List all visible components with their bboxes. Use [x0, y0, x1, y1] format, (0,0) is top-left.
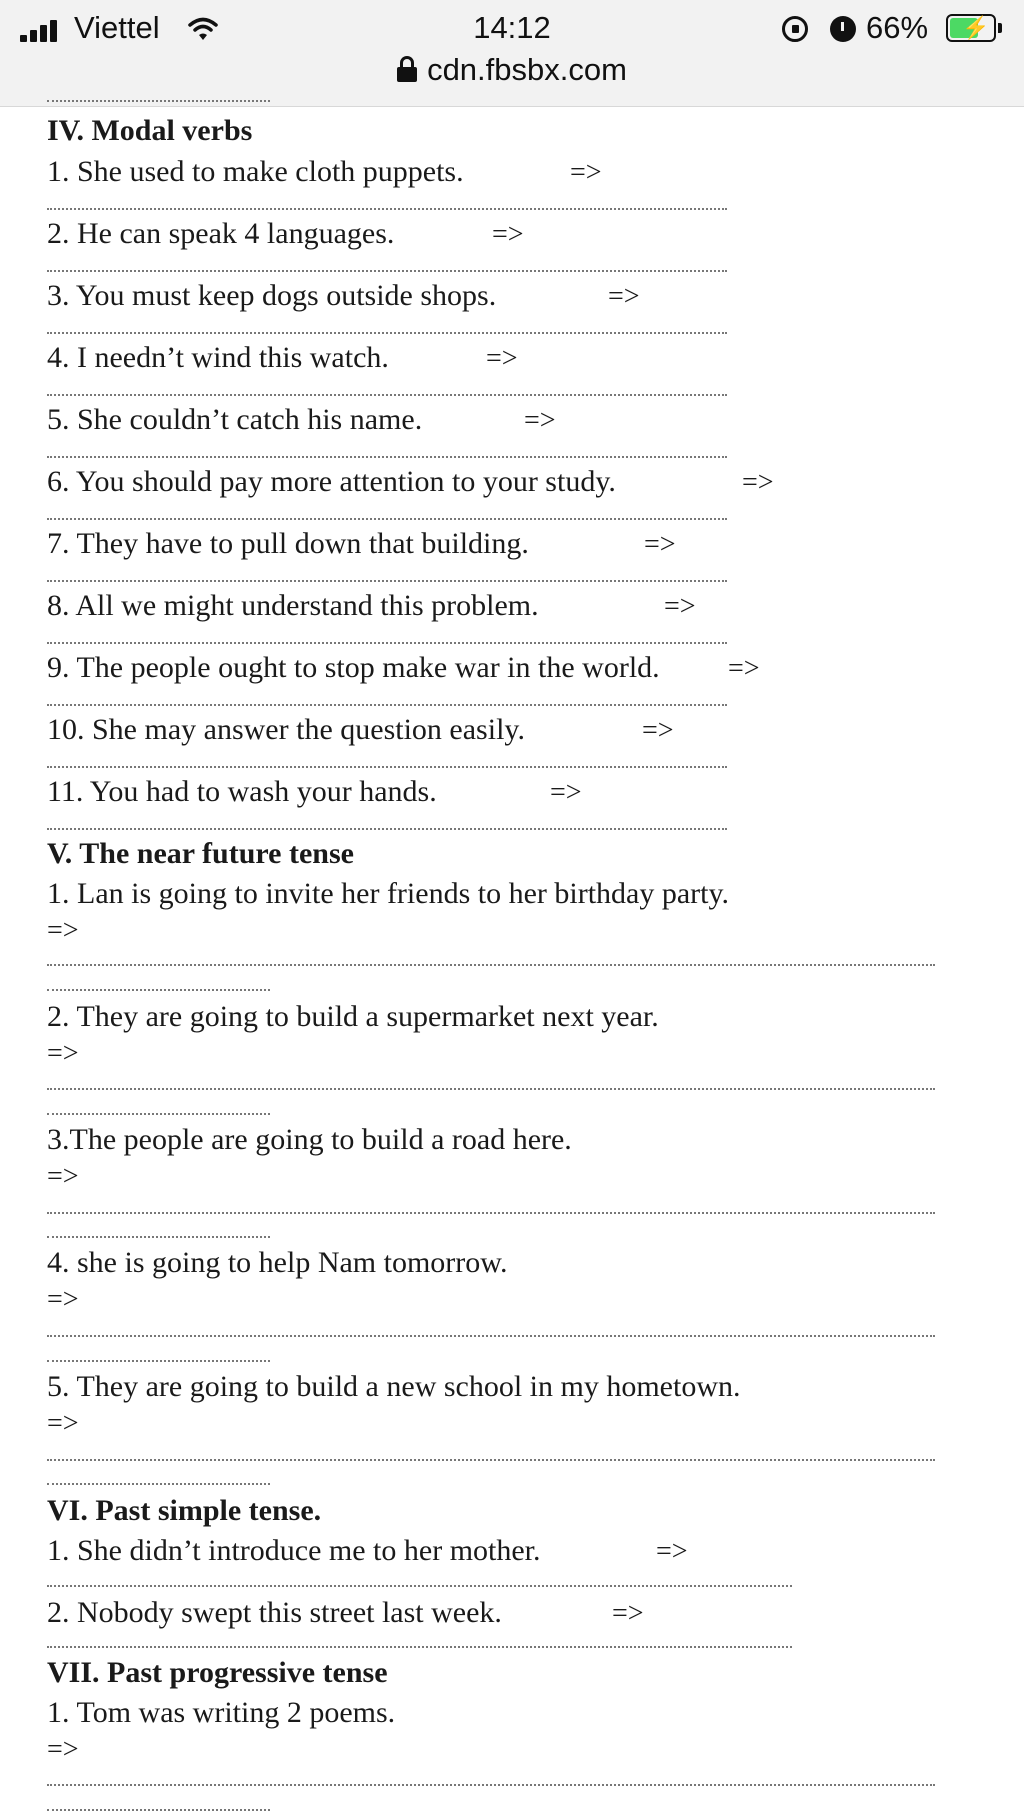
exercise-item: 1. Tom was writing 2 poems.: [47, 1696, 396, 1729]
answer-arrow: =>: [656, 1536, 688, 1567]
answer-line: [47, 1212, 935, 1214]
answer-line: [47, 1335, 935, 1337]
exercise-item: 7. They have to pull down that building.: [47, 527, 529, 560]
answer-arrow: =>: [47, 1038, 79, 1069]
section-heading: IV. Modal verbs: [47, 114, 253, 147]
answer-line: [47, 518, 727, 520]
answer-line: [47, 1360, 270, 1362]
answer-arrow: =>: [486, 343, 518, 374]
answer-arrow: =>: [664, 591, 696, 622]
address-bar[interactable]: [0, 52, 1024, 96]
answer-line: [47, 766, 727, 768]
answer-line: [47, 1483, 270, 1485]
clock: 14:12: [473, 10, 551, 45]
section-heading: VII. Past progressive tense: [47, 1656, 388, 1689]
dotted-line: [47, 100, 270, 102]
answer-line: [47, 704, 727, 706]
section-heading: V. The near future tense: [47, 837, 354, 870]
answer-arrow: =>: [742, 467, 774, 498]
answer-line: [47, 332, 727, 334]
exercise-item: 3.The people are going to build a road here.: [47, 1123, 572, 1156]
exercise-item: 9. The people ought to stop make war in the world.: [47, 651, 660, 684]
battery-tip: [998, 23, 1002, 33]
exercise-item: 1. Lan is going to invite her friends to her birthday party.: [47, 877, 730, 910]
answer-arrow: =>: [612, 1598, 644, 1629]
answer-line: [47, 1585, 792, 1587]
exercise-item: 5. She couldn’t catch his name.: [47, 403, 423, 436]
answer-arrow: =>: [642, 715, 674, 746]
answer-line: [47, 1113, 270, 1115]
exercise-item: 2. Nobody swept this street last week.: [47, 1596, 502, 1629]
padlock-icon: [397, 56, 417, 82]
answer-line: [47, 394, 727, 396]
answer-line: [47, 1236, 270, 1238]
answer-arrow: =>: [608, 281, 640, 312]
battery-icon: ⚡: [946, 14, 996, 42]
answer-line: [47, 989, 270, 991]
exercise-item: 1. She didn’t introduce me to her mother.: [47, 1534, 541, 1567]
answer-line: [47, 1646, 792, 1648]
answer-arrow: =>: [47, 1284, 79, 1315]
answer-line: [47, 208, 727, 210]
answer-arrow: =>: [728, 653, 760, 684]
answer-arrow: =>: [550, 777, 582, 808]
answer-arrow: =>: [524, 405, 556, 436]
answer-line: [47, 1459, 935, 1461]
exercise-item: 4. she is going to help Nam tomorrow.: [47, 1246, 508, 1279]
exercise-item: 6. You should pay more attention to your study.: [47, 465, 616, 498]
answer-line: [47, 828, 727, 830]
answer-line: [47, 1809, 270, 1811]
answer-line: [47, 580, 727, 582]
alarm-icon: [830, 16, 856, 42]
exercise-item: 3. You must keep dogs outside shops.: [47, 279, 497, 312]
answer-arrow: =>: [492, 219, 524, 250]
rotation-lock-icon: [782, 16, 808, 42]
answer-line: [47, 1784, 935, 1786]
url-text: cdn.fbsbx.com: [427, 52, 627, 87]
status-bar: [0, 0, 1024, 107]
exercise-item: 2. They are going to build a supermarket next year.: [47, 1000, 659, 1033]
answer-arrow: =>: [47, 1408, 79, 1439]
answer-arrow: =>: [644, 529, 676, 560]
answer-arrow: =>: [570, 157, 602, 188]
section-heading: VI. Past simple tense.: [47, 1494, 322, 1527]
battery-percentage: 66%: [866, 10, 929, 45]
exercise-item: 1. She used to make cloth puppets.: [47, 155, 464, 188]
exercise-item: 11. You had to wash your hands.: [47, 775, 437, 808]
exercise-item: 5. They are going to build a new school in my hometown.: [47, 1370, 741, 1403]
exercise-item: 10. She may answer the question easily.: [47, 713, 525, 746]
answer-arrow: =>: [47, 915, 79, 946]
exercise-item: 4. I needn’t wind this watch.: [47, 341, 389, 374]
exercise-item: 8. All we might understand this problem.: [47, 589, 539, 622]
exercise-item: 2. He can speak 4 languages.: [47, 217, 395, 250]
carrier-name: Viettel: [74, 10, 160, 45]
answer-line: [47, 456, 727, 458]
answer-arrow: =>: [47, 1161, 79, 1192]
answer-line: [47, 1088, 935, 1090]
answer-arrow: =>: [47, 1734, 79, 1765]
answer-line: [47, 964, 935, 966]
answer-line: [47, 270, 727, 272]
answer-line: [47, 642, 727, 644]
